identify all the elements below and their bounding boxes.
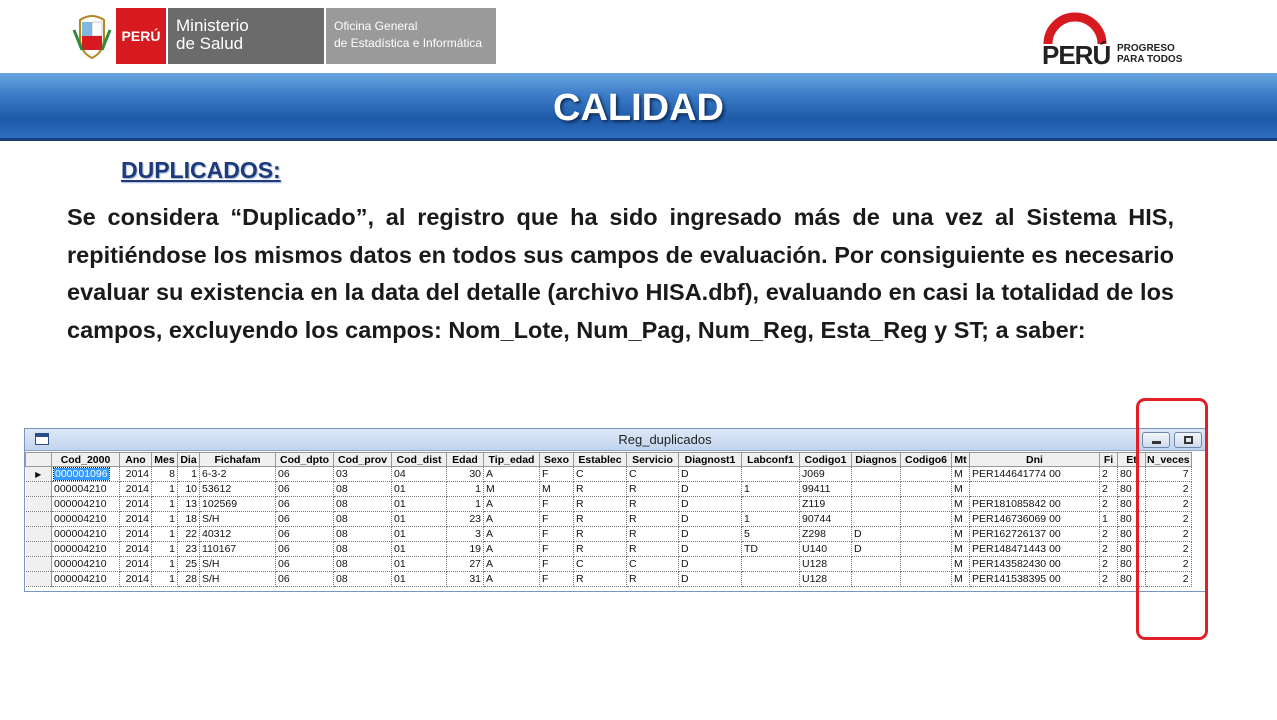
cell-edad[interactable]: 1	[447, 482, 484, 497]
cell-codigo6[interactable]	[901, 467, 952, 482]
cell-n-veces[interactable]: 2	[1146, 542, 1192, 557]
cell-servicio[interactable]: R	[627, 572, 679, 587]
cell-n-veces[interactable]: 2	[1146, 527, 1192, 542]
column-header-cod-prov[interactable]: Cod_prov	[334, 453, 392, 467]
table-row[interactable]	[26, 467, 1192, 482]
cell-codigo1[interactable]: 99411	[800, 482, 852, 497]
row-selector[interactable]	[26, 497, 52, 512]
cell-cod-prov[interactable]: 08	[334, 512, 392, 527]
cell-dni[interactable]: PER143582430 00	[970, 557, 1100, 572]
cell-et[interactable]: 80	[1118, 512, 1146, 527]
column-header-cod-dist[interactable]: Cod_dist	[392, 453, 447, 467]
page-title: CALIDAD	[553, 87, 724, 129]
cell-ano[interactable]: 2014	[120, 512, 152, 527]
cell-fichafam[interactable]: 6-3-2	[200, 467, 276, 482]
cell-cod-prov[interactable]: 08	[334, 497, 392, 512]
cell-cod-prov[interactable]: 08	[334, 557, 392, 572]
column-header-fi[interactable]: Fi	[1100, 453, 1118, 467]
column-header-diagnos[interactable]: Diagnos	[852, 453, 901, 467]
cell-mt[interactable]: M	[952, 467, 970, 482]
cell-tip-edad[interactable]: A	[484, 572, 540, 587]
cell-diagnos[interactable]: D	[852, 527, 901, 542]
cell-edad[interactable]: 19	[447, 542, 484, 557]
row-selector[interactable]	[26, 482, 52, 497]
cell-diagnost1[interactable]: D	[679, 497, 742, 512]
brand-tag-line1: PROGRESO	[1117, 43, 1175, 54]
table-row[interactable]	[26, 482, 1192, 497]
cell-dia[interactable]: 22	[178, 527, 200, 542]
cell-servicio[interactable]: R	[627, 482, 679, 497]
cell-ano[interactable]: 2014	[120, 542, 152, 557]
cell-servicio[interactable]: R	[627, 512, 679, 527]
cell-cod-dist[interactable]: 01	[392, 557, 447, 572]
cell-tip-edad[interactable]: A	[484, 542, 540, 557]
cell-et[interactable]: 80	[1118, 527, 1146, 542]
cell-cod-dpto[interactable]: 06	[276, 497, 334, 512]
cell-cod-dpto[interactable]: 06	[276, 467, 334, 482]
cell-cod-dpto[interactable]: 06	[276, 572, 334, 587]
cell-cod-2000[interactable]: 000004210	[52, 512, 120, 527]
cell-dni[interactable]: PER144641774 00	[970, 467, 1100, 482]
cell-codigo6[interactable]	[901, 557, 952, 572]
cell-codigo6[interactable]	[901, 572, 952, 587]
cell-tip-edad[interactable]: M	[484, 482, 540, 497]
cell-fi[interactable]: 2	[1100, 497, 1118, 512]
cell-ano[interactable]: 2014	[120, 572, 152, 587]
cell-sexo[interactable]: F	[540, 467, 574, 482]
cell-cod-2000[interactable]: 000004210	[52, 542, 120, 557]
cell-diagnos[interactable]	[852, 557, 901, 572]
cell-establec[interactable]: C	[574, 557, 627, 572]
cell-mt[interactable]: M	[952, 542, 970, 557]
ministry-name-line1: Ministerio	[176, 16, 249, 35]
cell-establec[interactable]: R	[574, 482, 627, 497]
ministry-name-line2: de Salud	[176, 34, 244, 53]
cell-cod-dpto[interactable]: 06	[276, 512, 334, 527]
cell-edad[interactable]: 23	[447, 512, 484, 527]
table-row[interactable]	[26, 542, 1192, 557]
column-header-tip-edad[interactable]: Tip_edad	[484, 453, 540, 467]
cell-dni[interactable]: PER162726137 00	[970, 527, 1100, 542]
cell-sexo[interactable]: F	[540, 497, 574, 512]
column-header-cod-2000[interactable]: Cod_2000	[52, 453, 120, 467]
cell-fi[interactable]: 2	[1100, 527, 1118, 542]
cell-dia[interactable]: 28	[178, 572, 200, 587]
ministry-name	[166, 8, 324, 64]
cell-mt[interactable]: M	[952, 527, 970, 542]
cell-edad[interactable]: 30	[447, 467, 484, 482]
cell-n-veces[interactable]: 2	[1146, 557, 1192, 572]
cell-establec[interactable]: R	[574, 527, 627, 542]
cell-labconf1[interactable]: 1	[742, 482, 800, 497]
cell-servicio[interactable]: C	[627, 557, 679, 572]
cell-mt[interactable]: M	[952, 512, 970, 527]
cell-servicio[interactable]: R	[627, 497, 679, 512]
cell-ano[interactable]: 2014	[120, 557, 152, 572]
cell-cod-prov[interactable]: 08	[334, 482, 392, 497]
cell-n-veces[interactable]: 2	[1146, 512, 1192, 527]
cell-cod-dist[interactable]: 01	[392, 482, 447, 497]
peru-coat-of-arms-icon	[70, 8, 114, 64]
cell-labconf1[interactable]	[742, 467, 800, 482]
column-header-sexo[interactable]: Sexo	[540, 453, 574, 467]
column-header-cod-dpto[interactable]: Cod_dpto	[276, 453, 334, 467]
cell-establec[interactable]: R	[574, 512, 627, 527]
cell-dia[interactable]: 25	[178, 557, 200, 572]
cell-dia[interactable]: 23	[178, 542, 200, 557]
cell-fi[interactable]: 2	[1100, 557, 1118, 572]
cell-tip-edad[interactable]: A	[484, 527, 540, 542]
row-selector[interactable]	[26, 512, 52, 527]
column-header-dia[interactable]: Dia	[178, 453, 200, 467]
cell-diagnost1[interactable]: D	[679, 482, 742, 497]
cell-codigo1[interactable]: J069	[800, 467, 852, 482]
cell-dia[interactable]: 1	[178, 467, 200, 482]
cell-tip-edad[interactable]: A	[484, 512, 540, 527]
cell-mt[interactable]: M	[952, 572, 970, 587]
cell-fi[interactable]: 2	[1100, 482, 1118, 497]
cell-n-veces[interactable]: 2	[1146, 572, 1192, 587]
table-row[interactable]	[26, 527, 1192, 542]
cell-diagnost1[interactable]: D	[679, 572, 742, 587]
column-header-mes[interactable]: Mes	[152, 453, 178, 467]
peru-brand-logo-icon	[1040, 10, 1185, 68]
cell-ano[interactable]: 2014	[120, 497, 152, 512]
cell-labconf1[interactable]	[742, 557, 800, 572]
cell-establec[interactable]: R	[574, 497, 627, 512]
cell-diagnos[interactable]	[852, 572, 901, 587]
cell-codigo1[interactable]: U128	[800, 557, 852, 572]
column-header-fichafam[interactable]: Fichafam	[200, 453, 276, 467]
cell-diagnost1[interactable]: D	[679, 542, 742, 557]
cell-labconf1[interactable]: 1	[742, 512, 800, 527]
selected-cell-value[interactable]: 000001096	[55, 468, 108, 480]
cell-codigo6[interactable]	[901, 542, 952, 557]
cell-et[interactable]: 80	[1118, 482, 1146, 497]
cell-codigo6[interactable]	[901, 512, 952, 527]
office-line2: de Estadística e Informática	[334, 36, 483, 50]
cell-edad[interactable]: 31	[447, 572, 484, 587]
cell-codigo6[interactable]	[901, 482, 952, 497]
cell-et[interactable]: 80	[1118, 557, 1146, 572]
cell-cod-dist[interactable]: 01	[392, 572, 447, 587]
column-header-establec[interactable]: Establec	[574, 453, 627, 467]
cell-tip-edad[interactable]: A	[484, 557, 540, 572]
cell-et[interactable]: 80	[1118, 542, 1146, 557]
cell-cod-dist[interactable]: 01	[392, 527, 447, 542]
cell-cod-dpto[interactable]: 06	[276, 557, 334, 572]
column-header-n-veces[interactable]: N_veces	[1147, 453, 1190, 466]
office-line1: Oficina General	[334, 19, 418, 33]
cell-cod-2000[interactable]: 000004210	[52, 527, 120, 542]
cell-cod-dpto[interactable]: 06	[276, 542, 334, 557]
cell-tip-edad[interactable]: A	[484, 497, 540, 512]
cell-mes[interactable]: 1	[152, 542, 178, 557]
cell-codigo1[interactable]: U140	[800, 542, 852, 557]
cell-codigo1[interactable]: U128	[800, 572, 852, 587]
cell-mes[interactable]: 1	[152, 557, 178, 572]
cell-cod-2000[interactable]: 000004210	[52, 497, 120, 512]
minsa-logo	[70, 8, 496, 64]
title-banner	[0, 73, 1277, 141]
cell-sexo[interactable]: F	[540, 572, 574, 587]
column-header-codigo1[interactable]: Codigo1	[800, 453, 852, 467]
brand-word: PERÚ	[1042, 40, 1111, 70]
cell-sexo[interactable]: F	[540, 512, 574, 527]
cell-codigo6[interactable]	[901, 497, 952, 512]
cell-fi[interactable]: 2	[1100, 542, 1118, 557]
row-selector-header[interactable]	[26, 453, 52, 467]
cell-diagnost1[interactable]: D	[679, 557, 742, 572]
section-heading: DUPLICADOS:	[121, 157, 281, 183]
column-header-edad[interactable]: Edad	[447, 453, 484, 467]
cell-diagnost1[interactable]: D	[679, 467, 742, 482]
window-title: Reg_duplicados	[618, 432, 712, 447]
cell-n-veces[interactable]: 2	[1146, 497, 1192, 512]
row-selector[interactable]	[26, 542, 52, 557]
cell-servicio[interactable]: R	[627, 527, 679, 542]
cell-diagnos[interactable]	[852, 467, 901, 482]
cell-dni[interactable]: PER146736069 00	[970, 512, 1100, 527]
grid-header-row	[26, 453, 1192, 467]
cell-dni[interactable]: PER181085842 00	[970, 497, 1100, 512]
data-grid[interactable]	[25, 452, 1192, 587]
table-row[interactable]	[26, 512, 1192, 527]
cell-cod-2000[interactable]: 000004210	[52, 482, 120, 497]
row-selector[interactable]	[26, 572, 52, 587]
cell-et[interactable]: 80	[1118, 497, 1146, 512]
cell-mes[interactable]: 1	[152, 512, 178, 527]
cell-cod-dpto[interactable]: 06	[276, 482, 334, 497]
reg-duplicados-window[interactable]	[24, 428, 1207, 592]
cell-mt[interactable]: M	[952, 482, 970, 497]
n-veces-highlight-box	[1136, 398, 1208, 640]
column-header-mt[interactable]: Mt	[952, 453, 970, 467]
table-row[interactable]	[26, 497, 1192, 512]
cell-mes[interactable]: 8	[152, 467, 178, 482]
cell-sexo[interactable]: F	[540, 557, 574, 572]
cell-dni[interactable]	[970, 482, 1100, 497]
cell-labconf1[interactable]: TD	[742, 542, 800, 557]
cell-edad[interactable]: 27	[447, 557, 484, 572]
cell-mes[interactable]: 1	[152, 482, 178, 497]
cell-diagnost1[interactable]: D	[679, 527, 742, 542]
cell-mes[interactable]: 1	[152, 497, 178, 512]
cell-codigo1[interactable]: Z298	[800, 527, 852, 542]
cell-edad[interactable]: 3	[447, 527, 484, 542]
cell-mt[interactable]: M	[952, 497, 970, 512]
cell-fichafam[interactable]: 102569	[200, 497, 276, 512]
cell-cod-2000[interactable]	[52, 467, 120, 482]
cell-fichafam[interactable]: 53612	[200, 482, 276, 497]
cell-n-veces[interactable]: 2	[1146, 482, 1192, 497]
cell-diagnos[interactable]: D	[852, 542, 901, 557]
brand-tag	[1117, 43, 1182, 65]
cell-et[interactable]: 80	[1118, 467, 1146, 482]
row-selector[interactable]	[26, 557, 52, 572]
cell-mes[interactable]: 1	[152, 527, 178, 542]
cell-ano[interactable]: 2014	[120, 527, 152, 542]
cell-cod-dist[interactable]: 04	[392, 467, 447, 482]
cell-diagnos[interactable]	[852, 482, 901, 497]
cell-establec[interactable]: C	[574, 467, 627, 482]
cell-fi[interactable]: 1	[1100, 512, 1118, 527]
cell-cod-2000[interactable]: 000004210	[52, 557, 120, 572]
cell-cod-2000[interactable]: 000004210	[52, 572, 120, 587]
cell-diagnost1[interactable]: D	[679, 512, 742, 527]
cell-ano[interactable]: 2014	[120, 467, 152, 482]
cell-dia[interactable]: 13	[178, 497, 200, 512]
cell-codigo1[interactable]: 90744	[800, 512, 852, 527]
cell-labconf1[interactable]	[742, 497, 800, 512]
cell-labconf1[interactable]: 5	[742, 527, 800, 542]
cell-servicio[interactable]: R	[627, 542, 679, 557]
row-pointer-icon[interactable]: ▶	[26, 467, 52, 482]
cell-servicio[interactable]: C	[627, 467, 679, 482]
cell-sexo[interactable]: M	[540, 482, 574, 497]
cell-cod-prov[interactable]: 08	[334, 527, 392, 542]
brand-tag-line2: PARA TODOS	[1117, 54, 1183, 65]
cell-dia[interactable]: 10	[178, 482, 200, 497]
cell-dia[interactable]: 18	[178, 512, 200, 527]
cell-et[interactable]: 80	[1118, 572, 1146, 587]
peru-label: PERÚ	[116, 8, 166, 64]
column-header-labconf1[interactable]: Labconf1	[742, 453, 800, 467]
cell-cod-dist[interactable]: 01	[392, 512, 447, 527]
column-header-diagnost1[interactable]: Diagnost1	[679, 453, 742, 467]
column-header-servicio[interactable]: Servicio	[627, 453, 679, 467]
cell-mt[interactable]: M	[952, 557, 970, 572]
cell-labconf1[interactable]	[742, 572, 800, 587]
cell-diagnos[interactable]	[852, 512, 901, 527]
cell-fi[interactable]: 2	[1100, 467, 1118, 482]
column-header-dni[interactable]: Dni	[970, 453, 1100, 467]
cell-dni[interactable]: PER141538395 00	[970, 572, 1100, 587]
row-selector[interactable]	[26, 527, 52, 542]
cell-codigo1[interactable]: Z119	[800, 497, 852, 512]
column-header-et[interactable]: Et	[1118, 453, 1146, 467]
cell-cod-prov[interactable]: 03	[334, 467, 392, 482]
table-row[interactable]	[26, 557, 1192, 572]
cell-dni[interactable]: PER148471443 00	[970, 542, 1100, 557]
column-header-codigo6[interactable]: Codigo6	[901, 453, 952, 467]
cell-edad[interactable]: 1	[447, 497, 484, 512]
cell-fichafam[interactable]: 110167	[200, 542, 276, 557]
cell-fichafam[interactable]: S/H	[200, 512, 276, 527]
cell-sexo[interactable]: F	[540, 527, 574, 542]
cell-cod-dpto[interactable]: 06	[276, 527, 334, 542]
cell-cod-prov[interactable]: 08	[334, 542, 392, 557]
cell-diagnos[interactable]	[852, 497, 901, 512]
description-paragraph: Se considera “Duplicado”, al registro que ha sido ingresado más de una vez al Sistema HIS, repitiéndose los mismos datos en todos sus campos de evaluación. Por consiguiente es necesario evaluar su existencia en la data del detalle (archivo HISA.dbf), evaluando en casi la totalidad de los campos, excluyendo los campos: Nom_Lote, Num_Pag, Num_Reg, Esta_Reg y ST; a saber:	[67, 204, 1174, 343]
window-titlebar[interactable]	[25, 429, 1206, 451]
cell-cod-dist[interactable]: 01	[392, 542, 447, 557]
cell-establec[interactable]: R	[574, 542, 627, 557]
cell-fichafam[interactable]: S/H	[200, 572, 276, 587]
cell-fichafam[interactable]: 40312	[200, 527, 276, 542]
office-name	[324, 8, 496, 64]
cell-cod-dist[interactable]: 01	[392, 497, 447, 512]
cell-ano[interactable]: 2014	[120, 482, 152, 497]
cell-establec[interactable]: R	[574, 572, 627, 587]
cell-fichafam[interactable]: S/H	[200, 557, 276, 572]
cell-sexo[interactable]: F	[540, 542, 574, 557]
cell-cod-prov[interactable]: 08	[334, 572, 392, 587]
cell-n-veces[interactable]: 7	[1146, 467, 1192, 482]
cell-tip-edad[interactable]: A	[484, 467, 540, 482]
cell-fi[interactable]: 2	[1100, 572, 1118, 587]
cell-codigo6[interactable]	[901, 527, 952, 542]
column-header-ano[interactable]: Ano	[120, 453, 152, 467]
cell-mes[interactable]: 1	[152, 572, 178, 587]
table-row[interactable]	[26, 572, 1192, 587]
